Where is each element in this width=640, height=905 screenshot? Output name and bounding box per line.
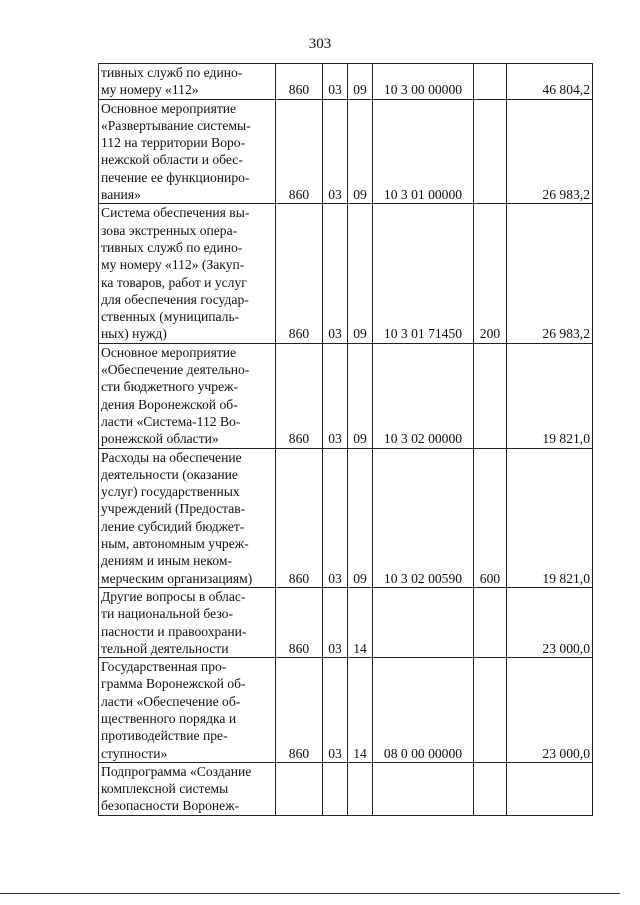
table-row: [99, 587, 593, 657]
row-name-line: мерческим организациям): [101, 570, 253, 586]
admin-code-cell: 860: [276, 587, 323, 657]
row-name-cell: [99, 587, 276, 657]
target-article-cell: 10 3 02 00590: [373, 448, 474, 587]
subsection-code-cell: 09: [348, 343, 373, 448]
target-article-cell: 08 0 00 00000: [373, 658, 474, 763]
expense-type-cell: [474, 64, 507, 100]
row-name-line: тивных служб по едино-: [101, 239, 243, 255]
table-row: [99, 99, 593, 204]
row-name-cell: [99, 658, 276, 763]
expense-type-cell: 600: [474, 448, 507, 587]
row-name-line: Система обеспечения вы-: [101, 205, 250, 221]
row-name-line: му номеру «112» (Закуп-: [101, 257, 245, 273]
amount-cell: 26 983,2: [507, 204, 593, 343]
row-name-line: сти бюджетного учреж-: [101, 379, 239, 395]
table-body: [99, 64, 593, 816]
table-row: [99, 762, 593, 815]
row-name-line: деятельности (оказание: [101, 466, 238, 482]
section-code-cell: 03: [323, 99, 348, 204]
section-code-cell: 03: [323, 448, 348, 587]
expense-type-cell: [474, 99, 507, 204]
subsection-code-cell: 14: [348, 658, 373, 763]
section-code-cell: 03: [323, 587, 348, 657]
amount-cell: 46 804,2: [507, 64, 593, 100]
row-name-line: 112 на территории Воро-: [101, 135, 246, 151]
admin-code-cell: 860: [276, 64, 323, 100]
subsection-code-cell: 09: [348, 99, 373, 204]
row-name-line: нежской области и обес-: [101, 152, 243, 168]
page-number: 303: [308, 36, 332, 52]
target-article-cell: [373, 587, 474, 657]
row-name-line: Основное мероприятие: [101, 100, 237, 116]
row-name-line: тивных служб по едино-: [101, 65, 243, 80]
admin-code-cell: 860: [276, 99, 323, 204]
amount-cell: 23 000,0: [507, 658, 593, 763]
target-article-cell: 10 3 01 00000: [373, 99, 474, 204]
row-name-line: пасности и правоохрани-: [101, 623, 247, 639]
row-name-line: ступности»: [101, 745, 168, 761]
expense-type-cell: [474, 587, 507, 657]
admin-code-cell: 860: [276, 658, 323, 763]
section-code-cell: 03: [323, 204, 348, 343]
row-name-line: безопасности Воронеж-: [101, 798, 240, 814]
row-name-line: «Обеспечение деятельно-: [101, 362, 250, 378]
row-name-line: зова экстренных опера-: [101, 222, 238, 238]
row-name-line: Другие вопросы в облас-: [101, 588, 246, 604]
admin-code-cell: [276, 762, 323, 815]
admin-code-cell: 860: [276, 343, 323, 448]
row-name-line: ронежской области»: [101, 431, 219, 447]
target-article-cell: 10 3 02 00000: [373, 343, 474, 448]
subsection-code-cell: 09: [348, 204, 373, 343]
row-name-line: Подпрограмма «Создание: [101, 763, 252, 779]
row-name-line: дениям и иным неком-: [101, 553, 232, 569]
subsection-code-cell: [348, 762, 373, 815]
row-name-line: Расходы на обеспечение: [101, 449, 242, 465]
row-name-line: ка товаров, работ и услуг: [101, 274, 247, 290]
row-name-line: щественного порядка и: [101, 710, 237, 726]
amount-cell: 19 821,0: [507, 448, 593, 587]
target-article-cell: [373, 762, 474, 815]
amount-cell: 19 821,0: [507, 343, 593, 448]
amount-cell: [507, 762, 593, 815]
row-name-line: ти национальной безо-: [101, 606, 233, 622]
amount-cell: 23 000,0: [507, 587, 593, 657]
row-name-cell: [99, 448, 276, 587]
row-name-line: услуг) государственных: [101, 484, 240, 500]
table-row: [99, 658, 593, 763]
budget-table: [98, 63, 593, 816]
row-name-line: вания»: [101, 187, 141, 203]
row-name-cell: [99, 64, 276, 100]
row-name-line: комплексной системы: [101, 781, 229, 797]
section-code-cell: 03: [323, 64, 348, 100]
expense-type-cell: 200: [474, 204, 507, 343]
section-code-cell: 03: [323, 343, 348, 448]
page-bottom-rule: [0, 893, 620, 894]
row-name-line: Государственная про-: [101, 659, 227, 675]
row-name-line: ление субсидий бюджет-: [101, 518, 245, 534]
table-row: [99, 204, 593, 343]
row-name-line: му номеру «112»: [101, 82, 199, 98]
row-name-line: ласти «Система-112 Во-: [101, 413, 241, 429]
row-name-line: «Развертывание системы-: [101, 117, 251, 133]
row-name-line: учреждений (Предостав-: [101, 501, 246, 517]
row-name-cell: [99, 204, 276, 343]
amount-cell: 26 983,2: [507, 99, 593, 204]
row-name-line: ных) нужд): [101, 326, 167, 342]
expense-type-cell: [474, 343, 507, 448]
subsection-code-cell: 09: [348, 64, 373, 100]
row-name-line: грамма Воронежской об-: [101, 676, 246, 692]
target-article-cell: 10 3 01 71450: [373, 204, 474, 343]
row-name-line: дения Воронежской об-: [101, 396, 238, 412]
row-name-line: Основное мероприятие: [101, 344, 237, 360]
admin-code-cell: 860: [276, 204, 323, 343]
row-name-cell: [99, 343, 276, 448]
table-row: [99, 64, 593, 100]
admin-code-cell: 860: [276, 448, 323, 587]
row-name-line: ласти «Обеспечение об-: [101, 693, 241, 709]
expense-type-cell: [474, 762, 507, 815]
row-name-line: тельной деятельности: [101, 640, 229, 656]
row-name-cell: [99, 762, 276, 815]
row-name-line: ным, автономным учреж-: [101, 536, 249, 552]
section-code-cell: 03: [323, 658, 348, 763]
row-name-line: противодействие пре-: [101, 728, 228, 744]
row-name-line: ственных (муниципаль-: [101, 309, 240, 325]
table-row: [99, 343, 593, 448]
expense-type-cell: [474, 658, 507, 763]
table-row: [99, 448, 593, 587]
section-code-cell: [323, 762, 348, 815]
row-name-line: печение ее функциониро-: [101, 169, 250, 185]
subsection-code-cell: 09: [348, 448, 373, 587]
target-article-cell: 10 3 00 00000: [373, 64, 474, 100]
row-name-line: для обеспечения государ-: [101, 291, 249, 307]
row-name-cell: [99, 99, 276, 204]
subsection-code-cell: 14: [348, 587, 373, 657]
